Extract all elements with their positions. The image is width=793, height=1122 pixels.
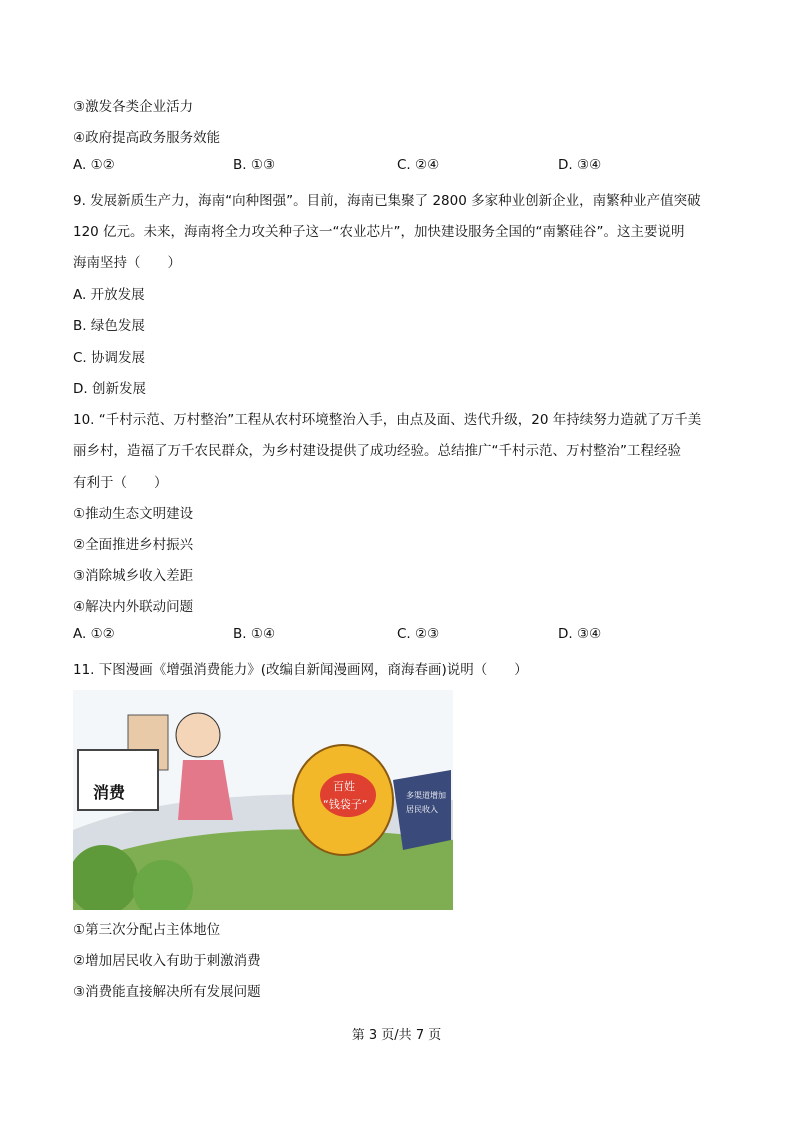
q10-option-a: A. ①② (73, 626, 115, 642)
comic-bag-label-1: 百姓 (333, 780, 355, 793)
q11-item-2: ②增加居民收入有助于刺激消费 (73, 953, 261, 969)
q10-option-d: D. ③④ (558, 626, 602, 642)
q11-item-3: ③消费能直接解决所有发展问题 (73, 984, 261, 1000)
q10-item-1: ①推动生态文明建设 (73, 506, 194, 522)
comic-illustration (73, 690, 453, 910)
q10-item-2: ②全面推进乡村振兴 (73, 537, 194, 553)
q8-item-4: ④政府提高政务服务效能 (73, 130, 221, 146)
q8-option-b: B. ①③ (233, 157, 276, 173)
q8-item-3: ③激发各类企业活力 (73, 99, 194, 115)
q9-stem-line: 海南坚持（ ） (73, 255, 181, 271)
q8-option-a: A. ①② (73, 157, 115, 173)
q10-stem-line: 有利于（ ） (73, 475, 168, 491)
q9-stem-line: 9. 发展新质生产力，海南“向种图强”。目前，海南已集聚了 2800 多家种业创新企业，南繁种业产值突破 (73, 193, 701, 209)
q10-option-b: B. ①④ (233, 626, 276, 642)
q9-option-a: A. 开放发展 (73, 287, 145, 303)
q11-item-1: ①第三次分配占主体地位 (73, 922, 221, 938)
q10-item-3: ③消除城乡收入差距 (73, 568, 194, 584)
q10-stem-line: 丽乡村，造福了万千农民群众，为乡村建设提供了成功经验。总结推广“千村示范、万村整治”工程经验 (73, 443, 681, 459)
comic-sign-label-2: 居民收入 (406, 805, 438, 814)
q10-item-4: ④解决内外联动问题 (73, 599, 194, 615)
q10-stem-line: 10. “千村示范、万村整治”工程从农村环境整治入手，由点及面、迭代升级，20 年持续努力造就了万千美 (73, 412, 702, 428)
q9-option-d: D. 创新发展 (73, 381, 146, 397)
q8-option-d: D. ③④ (558, 157, 602, 173)
q8-option-c: C. ②④ (397, 157, 440, 173)
q9-option-c: C. 协调发展 (73, 350, 146, 366)
comic-cart-label: 消费 (93, 783, 126, 802)
q9-option-b: B. 绿色发展 (73, 318, 145, 334)
page-number-footer: 第 3 页/共 7 页 (351, 1028, 442, 1043)
q10-option-c: C. ②③ (397, 626, 440, 642)
comic-bag-label-2: “钱袋子” (323, 798, 368, 811)
q11-stem: 11. 下图漫画《增强消费能力》(改编自新闻漫画网，商海春画)说明（ ） (73, 662, 528, 678)
q9-stem-line: 120 亿元。未来，海南将全力攻关种子这一“农业芯片”，加快建设服务全国的“南繁硅谷”。这主要说明 (73, 224, 685, 240)
comic-sign-label-1: 多渠道增加 (406, 791, 446, 800)
